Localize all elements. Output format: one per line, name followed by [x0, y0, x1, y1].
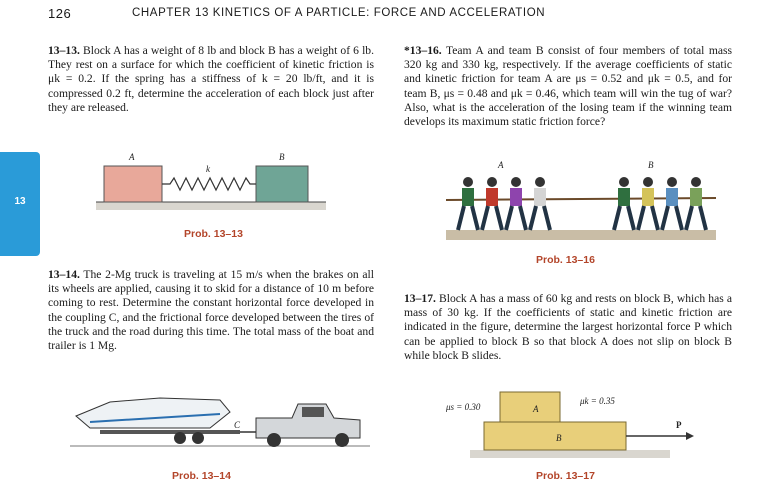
- caption-13-17: Prob. 13–17: [536, 470, 595, 482]
- problem-13-17-text: Block A has a mass of 60 kg and rests on block B, which has a mass of 30 kg. If the coefficients of static and kinetic friction are indicated in the figure, determine the largest horizontal force P which can be applied to block B so that block A does not slip on block B while block B slides.: [404, 292, 732, 362]
- problem-13-13: [48, 44, 374, 115]
- block-b: [484, 422, 626, 450]
- spring: [162, 178, 256, 190]
- label-b: B: [556, 433, 562, 443]
- problem-13-16: [404, 44, 732, 129]
- label-a: A: [533, 404, 539, 414]
- label-b: B: [279, 152, 285, 162]
- floor: [470, 450, 670, 458]
- problem-13-13-text: Block A has a weight of 8 lb and block B has a weight of 6 lb. They rest on a surface for which the coefficient of kinetic friction is μk = 0.2. If the spring has a stiffness of k = 20 lb/ft, and it is compressed 0.2 ft, determine the acceleration of each block just after they are released.: [48, 44, 375, 114]
- label-k: k: [206, 164, 210, 174]
- problem-13-16-number: *13–16.: [404, 44, 442, 57]
- label-team-b: B: [648, 160, 654, 170]
- pickup-truck: [256, 404, 360, 447]
- ground: [446, 230, 716, 240]
- caption-13-13: Prob. 13–13: [184, 228, 243, 240]
- label-mu-s: μs = 0.30: [446, 402, 481, 412]
- floor-hatch: [96, 202, 326, 210]
- label-p: P: [676, 420, 682, 430]
- label-c: C: [234, 420, 241, 430]
- problem-13-16-text: Team A and team B consist of four members of total mass 320 kg and 330 kg, respectively. If the average coefficients of static and kinetic friction for team A are μs = 0.52 and μk = 0.5, and for team B, μs = 0.48 and μk = 0.46, which team will win the tug of war? Also, what is the acceleration of the losing team if the winning team develops its maximum static friction force?: [404, 44, 733, 129]
- label-team-a: A: [498, 160, 504, 170]
- problem-13-14: [48, 268, 374, 353]
- caption-13-14: Prob. 13–14: [172, 470, 231, 482]
- chapter-title: CHAPTER 13 KINETICS OF A PARTICLE: FORCE AND ACCELERATION: [132, 7, 546, 19]
- page-number: 126: [48, 6, 72, 21]
- figure-13-16: [446, 158, 716, 244]
- figure-13-17: [440, 384, 700, 460]
- problem-13-13-number: 13–13.: [48, 44, 80, 57]
- block-a: [500, 392, 560, 422]
- chapter-tab-label: 13: [14, 196, 26, 207]
- figure-13-13: [96, 148, 326, 218]
- problem-13-14-number: 13–14.: [48, 268, 80, 281]
- block-b: [256, 166, 308, 202]
- problem-13-17: [404, 292, 732, 363]
- arrow-head: [686, 432, 694, 440]
- team-b-figures: [614, 177, 706, 230]
- block-a: [104, 166, 162, 202]
- label-a: A: [129, 152, 135, 162]
- problem-13-14-text: The 2-Mg truck is traveling at 15 m/s when the brakes on all its wheels are applied, causing it to skid for a distance of 10 m before coming to rest. Determine the constant horizontal force developed in the coupling C, and the frictional force developed between the tires of the truck and the road during this time. The total mass of the boat and trailer is 1 Mg.: [48, 268, 374, 353]
- figure-13-14: [70, 392, 370, 454]
- problem-13-17-number: 13–17.: [404, 292, 436, 305]
- label-mu-k: μk = 0.35: [580, 396, 615, 406]
- boat-trailer: [76, 398, 256, 444]
- caption-13-16: Prob. 13–16: [536, 254, 595, 266]
- team-a-figures: [458, 177, 550, 230]
